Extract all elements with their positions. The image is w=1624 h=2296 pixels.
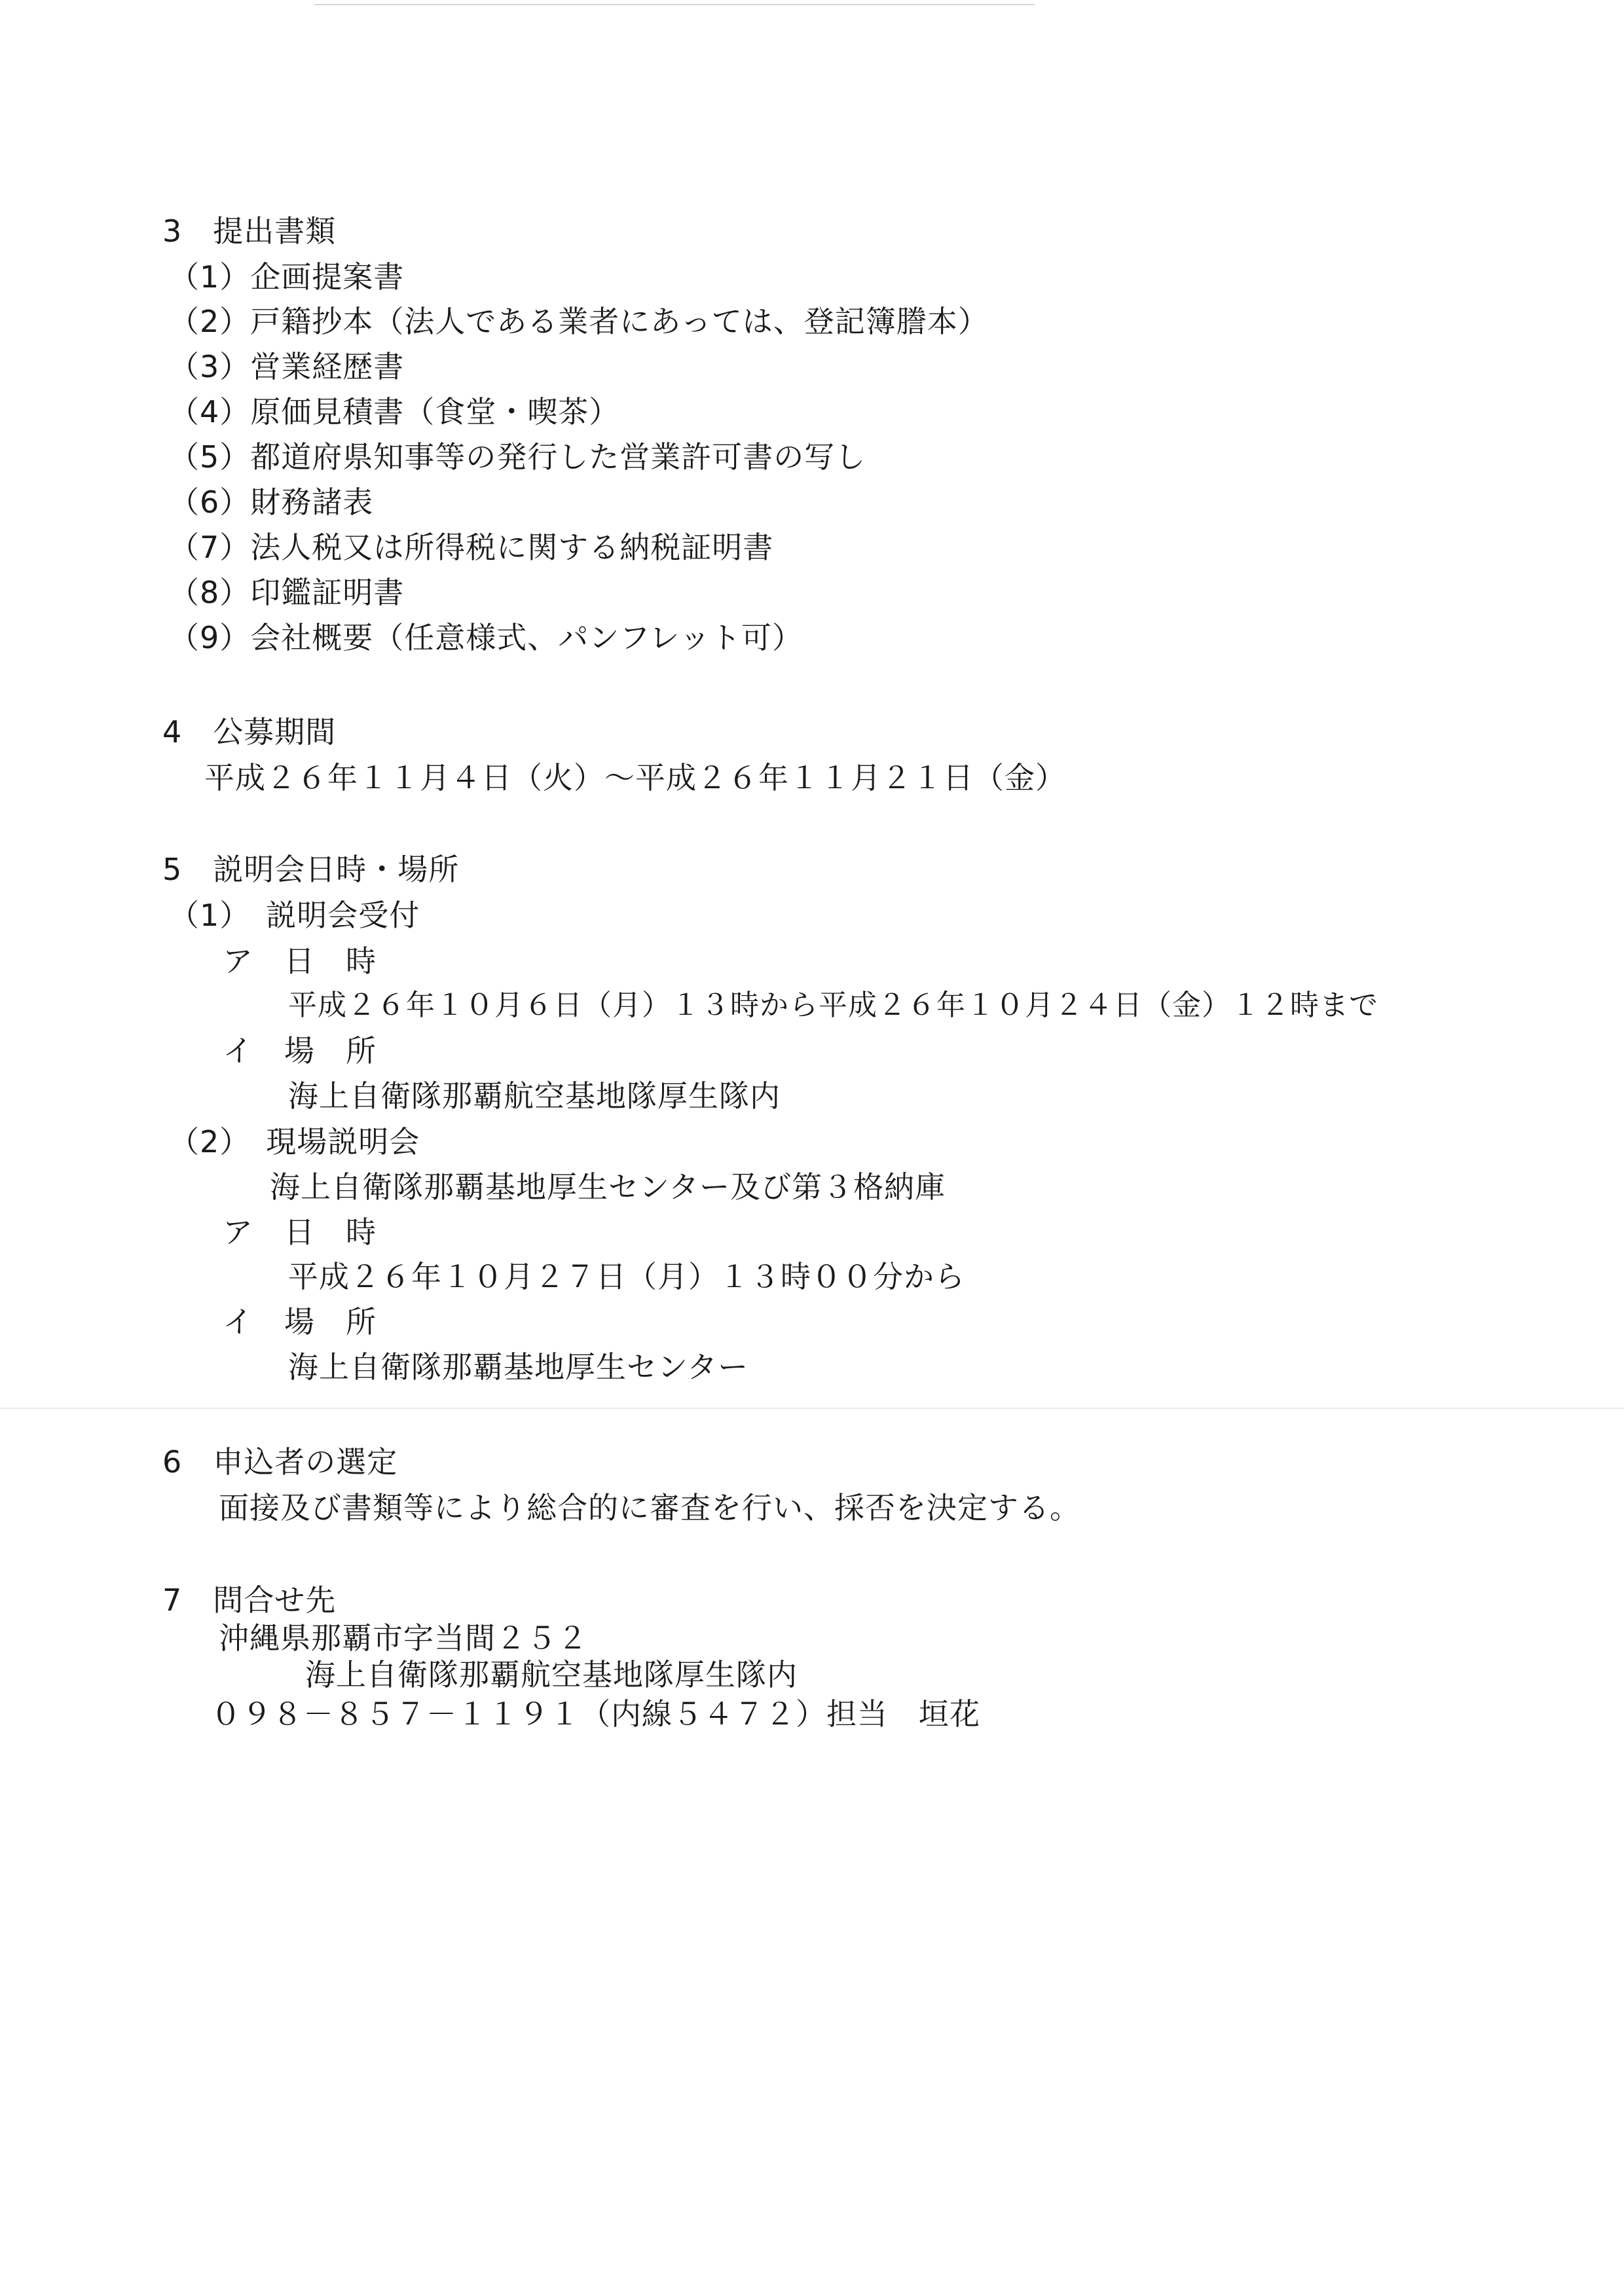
section-7-phone: ０９８－８５７－１１９１（内線５４７２）担当 垣花	[211, 1696, 980, 1732]
section-5-sub1-date-value: 平成２６年１０月６日（月）１３時から平成２６年１０月２４日（金）１２時まで	[288, 989, 1378, 1022]
section-5-sub1-label: （1） 説明会受付	[169, 898, 420, 933]
section-5-sub2-place-value: 海上自衛隊那覇基地厚生センター	[288, 1349, 749, 1385]
section-3-item-3: （3）営業経歴書	[169, 349, 405, 384]
section-5-sub1-date-label: ア 日 時	[223, 943, 377, 979]
section-5-sub2-place-label: イ 場 所	[223, 1304, 377, 1339]
section-3-item-5: （5）都道府県知事等の発行した営業許可書の写し	[169, 439, 866, 475]
section-5-sub2-location: 海上自衛隊那覇基地厚生センター及び第３格納庫	[270, 1169, 946, 1205]
scan-artifact	[0, 1408, 1624, 1409]
section-3-item-2: （2）戸籍抄本（法人である業者にあっては、登記簿謄本）	[169, 304, 989, 339]
section-5-heading: 5 説明会日時・場所	[162, 852, 460, 887]
section-3-heading: 3 提出書類	[162, 213, 337, 249]
scan-artifact	[314, 4, 1035, 5]
section-7-org: 海上自衛隊那覇航空基地隊厚生隊内	[305, 1657, 798, 1692]
section-6-body: 面接及び書類等により総合的に審査を行い、採否を決定する。	[219, 1490, 1080, 1525]
section-5-sub2-date-value: 平成２６年１０月２７日（月）１３時００分から	[288, 1259, 965, 1294]
section-7-address: 沖縄県那覇市字当間２５２	[219, 1620, 588, 1656]
section-3-item-4: （4）原価見積書（食堂・喫茶）	[169, 394, 620, 429]
section-5-sub1-place-label: イ 場 所	[223, 1033, 377, 1068]
section-7-heading: 7 問合せ先	[162, 1582, 337, 1618]
section-3-item-8: （8）印鑑証明書	[169, 575, 405, 610]
section-3-item-6: （6）財務諸表	[169, 484, 374, 520]
section-5-sub2-date-label: ア 日 時	[223, 1214, 377, 1250]
section-3-item-1: （1）企画提案書	[169, 259, 405, 295]
section-5-sub1-place-value: 海上自衛隊那覇航空基地隊厚生隊内	[288, 1078, 781, 1114]
section-3-item-9: （9）会社概要（任意様式、パンフレット可）	[169, 620, 803, 655]
section-6-heading: 6 申込者の選定	[162, 1444, 398, 1480]
section-4-heading: 4 公募期間	[162, 714, 337, 750]
section-3-item-7: （7）法人税又は所得税に関する納税証明書	[169, 530, 774, 565]
section-5-sub2-label: （2） 現場説明会	[169, 1124, 420, 1159]
section-4-period: 平成２６年１１月４日（火）～平成２６年１１月２１日（金）	[204, 760, 1066, 795]
